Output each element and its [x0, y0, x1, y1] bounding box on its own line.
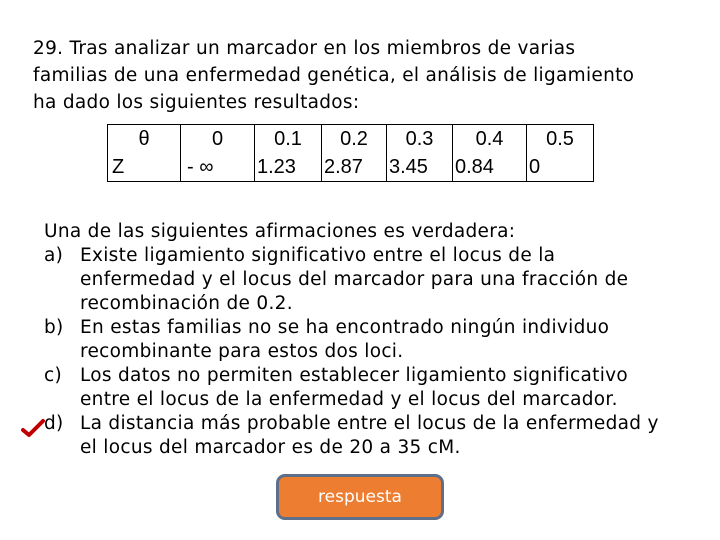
z-value: 3.45: [387, 153, 453, 182]
z-value: 0: [527, 153, 594, 182]
option-line: enfermedad y el locus del marcador para una fracción de: [80, 269, 629, 290]
option-text: [80, 244, 704, 316]
lod-score-table: [107, 124, 594, 182]
z-row: [108, 153, 594, 182]
option-text: [80, 316, 704, 364]
answer-options: [44, 244, 704, 460]
question-line: ha dado los siguientes resultados:: [33, 92, 360, 113]
theta-value: 0.1: [255, 125, 322, 154]
check-icon: [21, 418, 45, 438]
question-line: 29. Tras analizar un marcador en los miembros de varias: [33, 38, 576, 59]
option-letter: d): [44, 413, 64, 434]
option-line: recombinación de 0.2.: [80, 293, 293, 314]
theta-label: θ: [108, 125, 181, 154]
z-label: Z: [108, 153, 181, 182]
z-value: 1.23: [255, 153, 322, 182]
option-letter: b): [44, 317, 64, 338]
option-c: [44, 364, 704, 412]
option-letter: a): [44, 245, 64, 266]
option-line: entre el locus de la enfermedad y el locus del marcador.: [80, 389, 618, 410]
z-value: 2.87: [322, 153, 387, 182]
question-line: familias de una enfermedad genética, el análisis de ligamiento: [33, 65, 635, 86]
option-line: el locus del marcador es de 20 a 35 cM.: [80, 437, 461, 458]
theta-row: [108, 125, 594, 154]
z-value: - ∞: [181, 153, 255, 182]
theta-value: 0.4: [453, 125, 527, 154]
theta-value: 0.2: [322, 125, 387, 154]
check-mark-path: [23, 421, 43, 435]
options-intro: Una de las siguientes afirmaciones es verdadera:: [44, 221, 516, 242]
option-text: [80, 412, 704, 460]
option-d: [44, 412, 704, 460]
option-line: En estas familias no se ha encontrado ningún individuo: [80, 317, 610, 338]
option-a: [44, 244, 704, 316]
theta-value: 0: [181, 125, 255, 154]
option-b: [44, 316, 704, 364]
option-line: recombinante para estos dos loci.: [80, 341, 404, 362]
option-line: La distancia más probable entre el locus de la enfermedad y: [80, 413, 659, 434]
answer-button[interactable]: respuesta: [276, 474, 444, 520]
theta-value: 0.5: [527, 125, 594, 154]
option-text: [80, 364, 704, 412]
option-letter: c): [44, 365, 62, 386]
question-text: [33, 35, 693, 116]
z-value: 0.84: [453, 153, 527, 182]
option-line: Los datos no permiten establecer ligamiento significativo: [80, 365, 629, 386]
option-line: Existe ligamiento significativo entre el locus de la: [80, 245, 556, 266]
theta-value: 0.3: [387, 125, 453, 154]
